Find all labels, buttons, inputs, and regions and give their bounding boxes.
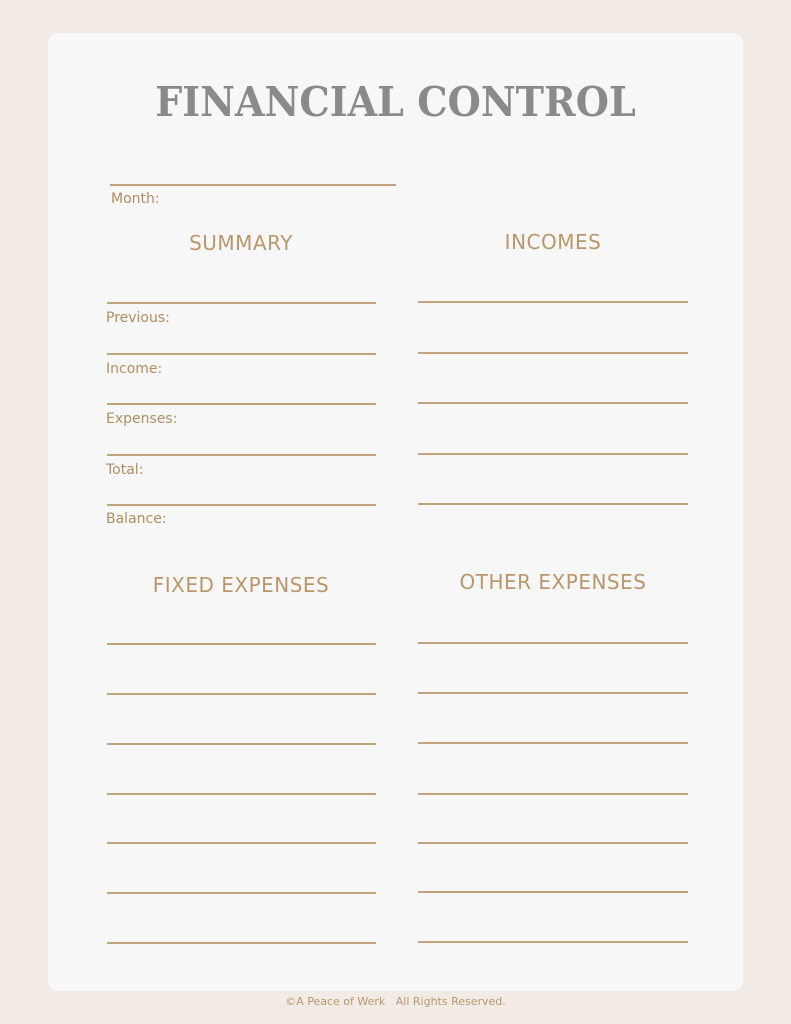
summary-label-income: Income: xyxy=(106,361,163,377)
summary-label-previous: Previous: xyxy=(106,310,170,326)
copyright-footer: ©A Peace of Werk All Rights Reserved. xyxy=(285,995,506,1008)
month-label: Month: xyxy=(111,191,160,207)
income-line[interactable] xyxy=(418,503,688,505)
other-expense-line[interactable] xyxy=(418,891,688,893)
other-expenses-heading: OTHER EXPENSES xyxy=(459,570,647,594)
summary-line[interactable] xyxy=(107,403,376,405)
summary-label-expenses: Expenses: xyxy=(106,411,178,427)
month-line[interactable] xyxy=(110,184,396,186)
other-expense-line[interactable] xyxy=(418,642,688,644)
fixed-expense-line[interactable] xyxy=(107,942,376,944)
income-line[interactable] xyxy=(418,402,688,404)
other-expense-line[interactable] xyxy=(418,742,688,744)
summary-label-total: Total: xyxy=(106,462,144,478)
income-line[interactable] xyxy=(418,352,688,354)
summary-line[interactable] xyxy=(107,302,376,304)
summary-line[interactable] xyxy=(107,504,376,506)
other-expense-line[interactable] xyxy=(418,941,688,943)
fixed-expense-line[interactable] xyxy=(107,643,376,645)
summary-line[interactable] xyxy=(107,454,376,456)
summary-label-balance: Balance: xyxy=(106,511,167,527)
fixed-expense-line[interactable] xyxy=(107,793,376,795)
fixed-expense-line[interactable] xyxy=(107,892,376,894)
income-line[interactable] xyxy=(418,453,688,455)
page-title: FINANCIAL CONTROL xyxy=(155,78,636,126)
fixed-expense-line[interactable] xyxy=(107,693,376,695)
other-expense-line[interactable] xyxy=(418,692,688,694)
summary-heading: SUMMARY xyxy=(189,231,293,255)
fixed-expenses-heading: FIXED EXPENSES xyxy=(152,573,330,597)
incomes-heading: INCOMES xyxy=(504,230,602,254)
income-line[interactable] xyxy=(418,301,688,303)
fixed-expense-line[interactable] xyxy=(107,743,376,745)
fixed-expense-line[interactable] xyxy=(107,842,376,844)
summary-line[interactable] xyxy=(107,353,376,355)
other-expense-line[interactable] xyxy=(418,793,688,795)
other-expense-line[interactable] xyxy=(418,842,688,844)
